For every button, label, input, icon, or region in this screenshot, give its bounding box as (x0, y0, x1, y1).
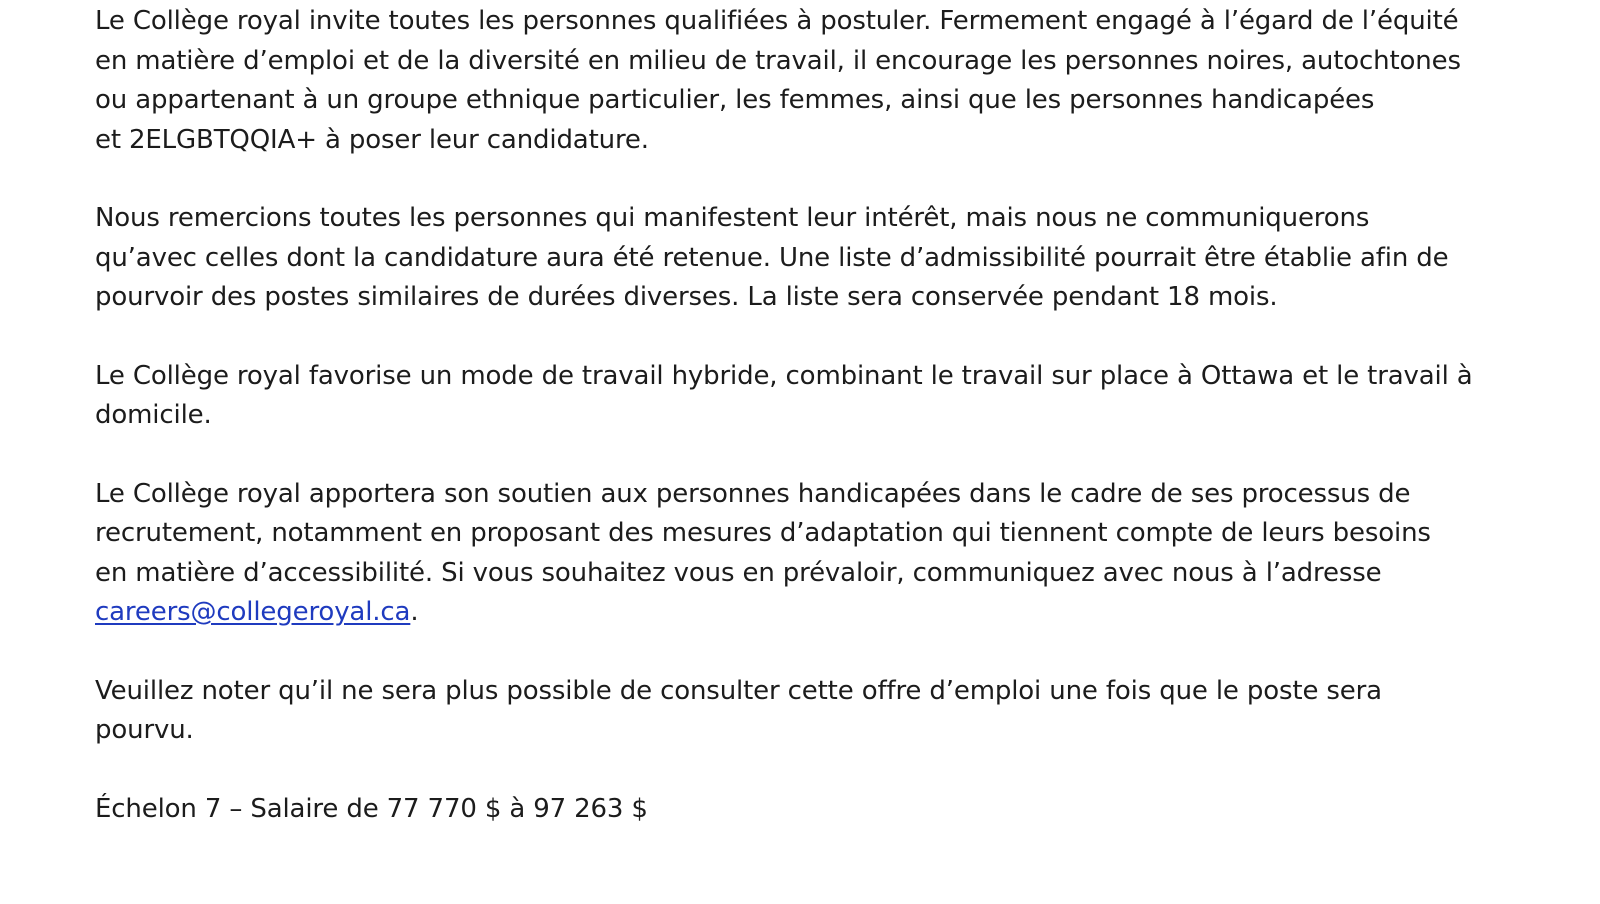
text-line: en matière d’emploi et de la diversité en milieu de travail, il encourage les personnes noires, autochtones (95, 45, 1461, 76)
text-line: pourvoir des postes similaires de durées diverses. La liste sera conservée pendant 18 mois. (95, 282, 1278, 312)
salary-paragraph (95, 790, 1525, 830)
text-line: en matière d’accessibilité. Si vous souhaitez vous en prévaloir, communiquez avec nous à l’adresse (95, 557, 1382, 588)
text-line: qu’avec celles dont la candidature aura été retenue. Une liste d’admissibilité pourrait être établie afin de (95, 242, 1449, 273)
text-line: et 2ELGBTQQIA+ à poser leur candidature. (95, 124, 649, 155)
text-line: ou appartenant à un groupe ethnique particulier, les femmes, ainsi que les personnes handicapées (95, 85, 1375, 115)
text-line: Le Collège royal invite toutes les personnes qualifiées à postuler. Fermement engagé à l’égard de l’équité (95, 6, 1459, 36)
link-suffix: . (410, 597, 419, 627)
document-page (95, 2, 1525, 868)
equity-paragraph (95, 2, 1525, 160)
text-line: Le Collège royal favorise un mode de travail hybride, combinant le travail sur place à Ottawa et le travail à (95, 360, 1473, 391)
salary-line: Échelon 7 – Salaire de 77 770 $ à 97 263 $ (95, 793, 648, 824)
text-line: Le Collège royal apportera son soutien aux personnes handicapées dans le cadre de ses processus de (95, 478, 1411, 509)
posting-notice-paragraph (95, 672, 1525, 751)
accessibility-paragraph (95, 475, 1525, 633)
hybrid-work-paragraph (95, 357, 1525, 436)
careers-email-link[interactable]: careers@collegeroyal.ca (95, 597, 411, 627)
text-line: recrutement, notamment en proposant des mesures d’adaptation qui tiennent compte de leurs besoins (95, 518, 1431, 548)
text-line (95, 593, 1525, 633)
text-line: pourvu. (95, 715, 194, 745)
text-line: Nous remercions toutes les personnes qui manifestent leur intérêt, mais nous ne communiquerons (95, 203, 1370, 233)
thanks-paragraph (95, 199, 1525, 318)
text-line: Veuillez noter qu’il ne sera plus possible de consulter cette offre d’emploi une fois que le poste sera (95, 675, 1382, 706)
text-line: domicile. (95, 400, 212, 430)
